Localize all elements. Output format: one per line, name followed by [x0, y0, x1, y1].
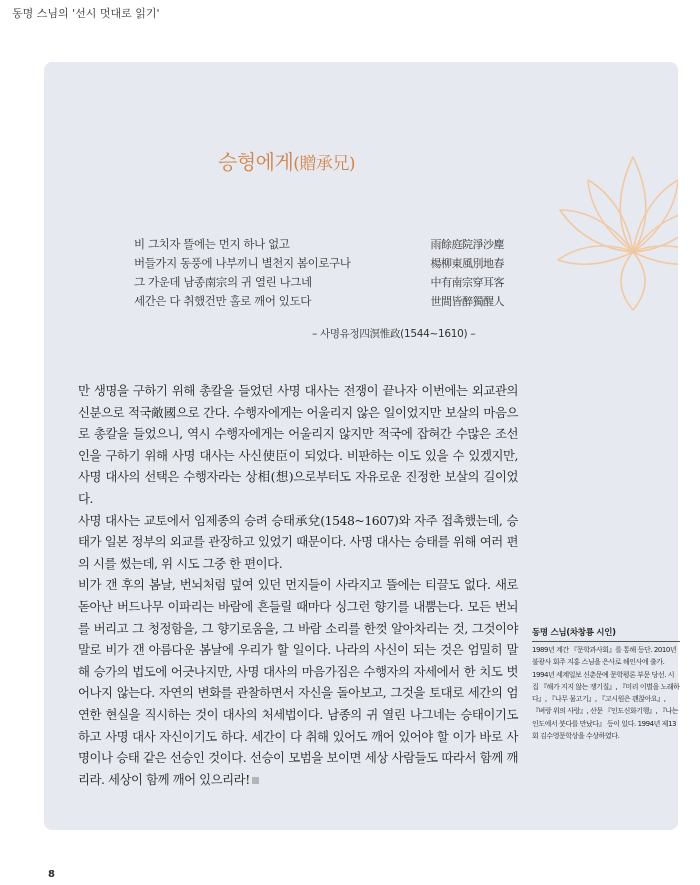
bio-paragraph: 1989년 계간 『문학과사회』를 통해 등단. 2010년 불광사 회주 지홍 스님을 은사로 해인사에 출가.	[532, 646, 677, 667]
essay-body	[78, 380, 518, 790]
poem-line-hanja: 中有南宗穿耳客	[430, 276, 504, 289]
poem-line	[134, 236, 504, 255]
essay-paragraph: 만 생명을 구하기 위해 총칼을 들었던 사명 대사는 전쟁이 끝나자 이번에는 외교관의 신분으로 적국敵國으로 간다. 수행자에게는 어울리지 않은 일이었지만 보살의 마음으로 총칼을 들었으니, 역시 수행자에게는 어울리지 않지만 적국에 잡혀간 수많은 조선인을 구하기 위해 사명 대사는 사신使臣이 되었다. 비판하는 이도 있을 수 있겠지만, 사명 대사의 선택은 수행자라는 상相(想)으로부터도 자유로운 진정한 보살의 길이었다.	[78, 383, 518, 506]
poem-title	[218, 146, 355, 175]
poem-line-hanja: 楊柳東風別地春	[430, 257, 504, 270]
poem-line-korean: 비 그치자 뜰에는 먼지 하나 없고	[134, 237, 290, 251]
author-bio	[532, 626, 680, 743]
poem-line-korean: 세간은 다 취했건만 홀로 깨어 있도다	[134, 294, 311, 308]
poem-line-hanja: 雨餘庭院淨沙塵	[430, 238, 504, 251]
bio-paragraph: 1994년 세계일보 신춘문예 문학평론 부문 당선. 시집 『해가 지지 않는 쟁기질』, 『미리 이별을 노래하다』, 『나무 물고기』, 『고시원은 괜찮아요』, 『벼랑 위의 사랑』, 산문 『인도신화기행』, 『나는 인도에서 붓다를 만났다』 등이 있다. 1994년 제13회 김수영문학상을 수상하였다.	[532, 671, 680, 740]
poem-title-hanja: (贈承兄)	[293, 154, 356, 174]
poem-line	[134, 274, 504, 293]
poem-line-hanja: 世間皆醉獨醒人	[430, 295, 504, 308]
poem-line	[134, 255, 504, 274]
poem-line	[134, 293, 504, 312]
running-header: 동명 스님의 '선시 멋대로 읽기'	[12, 7, 160, 20]
poem-author: – 사명유정四溟惟政(1544~1610) –	[312, 328, 476, 340]
poem-line-korean: 버들가지 동풍에 나부끼니 별천지 봄이로구나	[134, 256, 351, 270]
poem-line-korean: 그 가운데 남종南宗의 귀 열린 나그네	[134, 275, 312, 289]
essay-paragraph-text: 비가 갠 후의 봄날, 번뇌처럼 덮여 있던 먼지들이 사라지고 뜰에는 티끌도 없다. 새로 돋아난 버드나무 이파리는 바람에 흔들릴 때마다 싱그런 향기를 내뿜는다. 모든 번뇌를 버리고 그 청정함을, 그 향기로움을, 그 바람 소리를 한껏 알아차리는 것, 그것이야말로 비가 갠 아름다운 봄날에 우리가 할 일이다. 나라의 사신이 되는 것은 엄밀히 말해 승가의 법도에 어긋나지만, 사명 대사의 마음가짐은 수행자의 자세에서 한 치도 벗어나지 않는다. 자연의 변화를 관찰하면서 자신을 돌아보고, 그것을 토대로 세간의 엄연한 현실을 직시하는 것이 대사의 처세법이다. 남종의 귀 열린 나그네는 승태이기도 하고 사명 대사 자신이기도 하다. 세간이 다 취해 있어도 깨어 있어야 할 이가 바로 사명이나 승태 같은 선승인 것이다. 선승이 모범을 보이면 세상 사람들도 따라서 함께 깨리라. 세상이 함께 깨어 있으리라!	[78, 577, 518, 787]
bio-text	[532, 644, 680, 742]
lotus-illustration	[538, 102, 678, 332]
page-number: 8	[48, 869, 55, 880]
end-mark-icon	[252, 777, 259, 784]
poem-title-korean: 승형에게	[218, 150, 294, 174]
poem-body	[134, 236, 504, 312]
bio-name: 동명 스님(차창룡 시인)	[532, 626, 680, 642]
essay-paragraph	[78, 574, 518, 790]
essay-paragraph: 사명 대사는 교토에서 임제종의 승려 승태承兌(1548~1607)와 자주 접촉했는데, 승태가 일본 정부의 외교를 관장하고 있었기 때문이다. 사명 대사는 승태를 위해 여러 편의 시를 썼는데, 위 시도 그중 한 편이다.	[78, 512, 518, 571]
